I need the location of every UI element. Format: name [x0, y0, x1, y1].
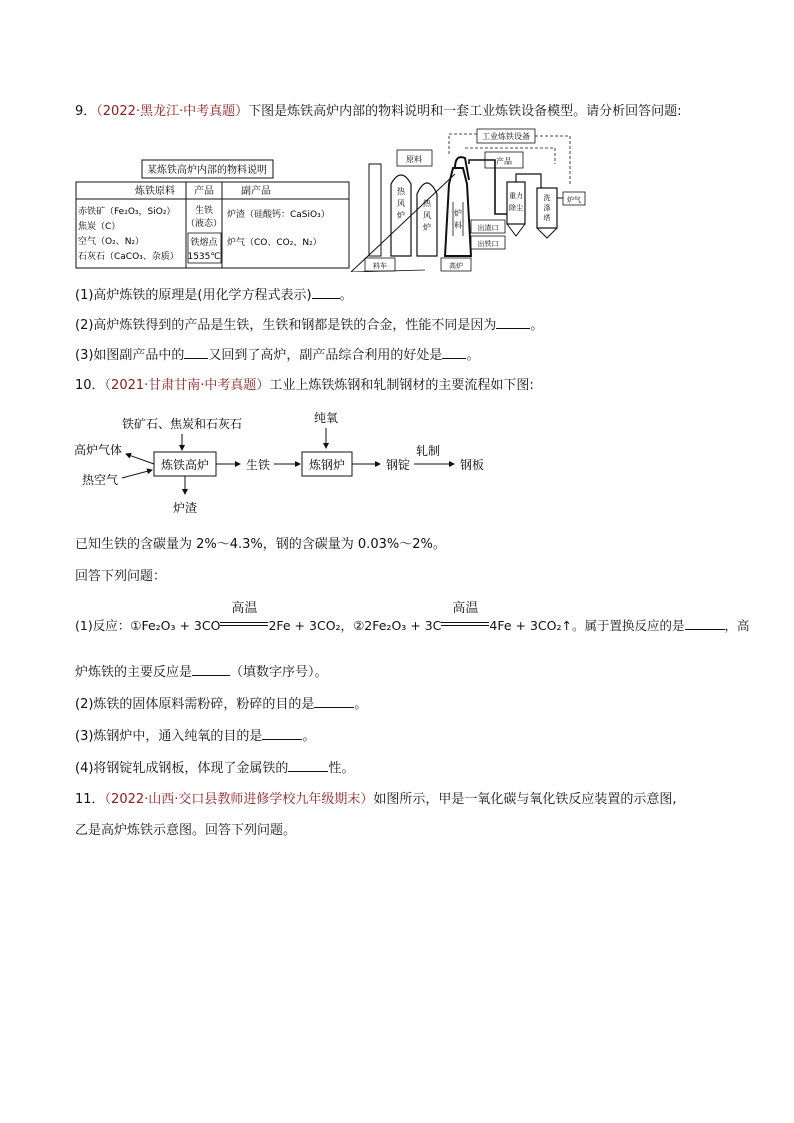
wash-char3: 塔 [543, 214, 551, 222]
q9-sub1 [75, 286, 353, 305]
q9-source: （2022·黑龙江·中考真题） [96, 104, 249, 119]
charge-char1: 炉 [454, 209, 462, 218]
dust-char2: 除尘 [509, 204, 523, 212]
q9-stem [75, 103, 682, 121]
q9-sub2-end: 。 [530, 318, 544, 333]
product-2: （液态） [185, 219, 223, 229]
flow-oxygen: 纯氧 [313, 411, 339, 425]
flow-slag: 炉渣 [172, 501, 198, 515]
equip-title: 工业炼铁设备 [482, 132, 530, 141]
raw-4: 石灰石（CaCO₃、杂质） [78, 252, 179, 262]
q10-r2-right: 4Fe + 3CO₂↑ [489, 618, 572, 633]
header-product: 产品 [194, 186, 214, 197]
q10-sub2-blank[interactable] [314, 695, 354, 708]
raw-3: 空气（O₂、N₂） [78, 237, 145, 247]
q10-sub3-end: 。 [302, 729, 316, 744]
byproduct-2: 炉气（CO、CO₂、N₂） [227, 238, 322, 248]
melt-label: 铁熔点 [190, 238, 218, 248]
q10-r2-condition [441, 601, 489, 635]
flow-roll: 轧制 [415, 444, 441, 458]
q10-r1-condition [220, 601, 268, 635]
q9-sub2 [75, 316, 543, 335]
raw-2: 焦炭（C） [78, 222, 121, 232]
q10-sub3-blank[interactable] [262, 727, 302, 740]
q10-sub3-text: (3)炼钢炉中，通入纯氧的目的是 [75, 729, 263, 744]
product-1: 生铁 [194, 206, 214, 216]
q9-sub3-text-b: 又回到了高炉，副产品综合利用的好处是 [208, 348, 443, 363]
byproduct-1: 炉渣（硅酸钙：CaSiO₃） [227, 210, 330, 220]
q10-sub4-text: (4)将钢锭轧成钢板，体现了金属铁的 [75, 761, 289, 776]
q10-text: 工业上炼铁炼钢和轧制钢材的主要流程如下图: [269, 378, 534, 393]
q10-sep: ， [340, 618, 354, 633]
stove2-char3: 炉 [423, 223, 431, 232]
q9-sub3-text-a: (3)如图副产品中的 [75, 348, 185, 363]
q10-r1-right: 2Fe + 3CO₂ [268, 618, 341, 633]
dust-char1: 重力 [509, 192, 523, 200]
q10-source: （2021·甘肃甘南·中考真题） [104, 378, 270, 393]
header-byproduct: 副产品 [241, 186, 271, 197]
q9-sub3-end: 。 [466, 348, 480, 363]
q11-text: 如图所示，甲是一氧化碳与氧化铁反应装置的示意图, [373, 792, 677, 807]
q10-number: 10． [75, 378, 105, 393]
q10-reaction-question: 。属于置换反应的是 [571, 618, 685, 633]
flow-ingot: 钢锭 [386, 458, 411, 472]
raw-1: 赤铁矿（Fe₂O₃，SiO₂） [78, 207, 176, 217]
q11-number: 11． [75, 792, 105, 807]
wash-char2: 涤 [543, 204, 551, 212]
q10-sub2-text: (2)炼铁的固体原料需粉碎，粉碎的目的是 [75, 697, 315, 712]
q9-sub1-text: (1)高炉炼铁的原理是(用化学方程式表示) [75, 288, 312, 303]
stove2-char1: 热 [423, 199, 431, 208]
q10-line2-text-b: （填数字序号）。 [230, 665, 328, 680]
q10-r1-left: Fe₂O₃ + 3CO [141, 618, 221, 633]
q11-stem-line2: 乙是高炉炼铁示意图。回答下列问题。 [75, 823, 297, 838]
melt-value: 1535℃ [187, 252, 221, 262]
q11-source: （2022·山西·交口县教师进修学校九年级期末） [104, 792, 374, 807]
flow-plate: 钢板 [460, 458, 485, 472]
flow-air: 热空气 [82, 473, 119, 487]
q10-reaction-q-end: ，高 [724, 618, 750, 633]
q10-reaction-prefix: (1)反应： [75, 618, 131, 633]
flow-steel-furnace: 炼钢炉 [308, 458, 346, 472]
table-caption: 某炼铁高炉内部的物料说明 [147, 165, 267, 176]
q9-sub2-blank[interactable] [496, 316, 530, 329]
q10-sub2 [75, 695, 367, 714]
q10-answer-prompt: 回答下列问题： [75, 569, 167, 584]
q9-sub3-blank2[interactable] [442, 346, 466, 359]
q9-sub3 [75, 346, 479, 365]
q10-sub1-blank2[interactable] [192, 663, 230, 676]
iron-port: 出铁口 [477, 240, 499, 248]
gas-label: 炉气 [567, 196, 581, 204]
q9-sub1-end: 。 [339, 288, 353, 303]
q10-sub1-line2 [75, 663, 328, 682]
flow-furnace: 炼铁高炉 [160, 458, 210, 472]
cart-label: 料车 [373, 262, 387, 270]
q10-circle2: ② [353, 618, 365, 633]
slag-port: 出渣口 [477, 224, 499, 232]
q9-text: 下图是炼铁高炉内部的物料说明和一套工业炼铁设备模型。请分析回答问题: [248, 104, 682, 119]
q9-equipment-diagram [345, 124, 595, 272]
q10-sub1-reactions [75, 601, 750, 635]
stove1-char2: 风 [397, 199, 405, 208]
q10-sub4 [75, 759, 354, 778]
q10-r1-cond-text: 高温 [231, 601, 258, 616]
charge-char2: 料 [454, 221, 462, 230]
raw-label: 原料 [406, 155, 422, 164]
q9-sub3-blank1[interactable] [184, 346, 208, 359]
product-label: 产品 [496, 157, 512, 166]
q10-sub4-blank[interactable] [288, 759, 328, 772]
furnace-label: 高炉 [449, 262, 463, 270]
flow-top-input: 铁矿石、焦炭和石灰石 [121, 417, 243, 431]
q10-sub1-blank1[interactable] [685, 617, 725, 630]
stove2-char2: 风 [423, 211, 431, 220]
q10-sub3 [75, 727, 315, 746]
q10-sub2-end: 。 [354, 697, 368, 712]
q9-sub2-text: (2)高炉炼铁得到的产品是生铁，生铁和钢都是铁的合金，性能不同是因为 [75, 318, 497, 333]
wash-char1: 洗 [543, 194, 551, 202]
q10-line2-text-a: 炉炼铁的主要反应是 [75, 665, 193, 680]
q9-sub1-blank[interactable] [312, 286, 340, 299]
stove1-char3: 炉 [397, 211, 405, 220]
q10-circle1: ① [130, 618, 142, 633]
q11-stem [75, 791, 677, 809]
flow-pig: 生铁 [246, 458, 271, 472]
stove1-char1: 热 [397, 187, 405, 196]
q9-number: 9． [75, 104, 97, 119]
q10-stem [75, 377, 534, 395]
q10-flow-diagram [70, 402, 500, 522]
flow-gas: 高炉气体 [74, 443, 123, 457]
q10-known: 已知生铁的含碳量为 2%～4.3%，钢的含碳量为 0.03%～2%。 [75, 537, 446, 552]
q10-r2-cond-text: 高温 [452, 601, 479, 616]
q10-sub4-end: 性。 [328, 761, 355, 776]
header-raw: 炼铁原料 [135, 186, 175, 197]
q9-material-table [75, 157, 351, 271]
q10-r2-left: 2Fe₂O₃ + 3C [364, 618, 442, 633]
